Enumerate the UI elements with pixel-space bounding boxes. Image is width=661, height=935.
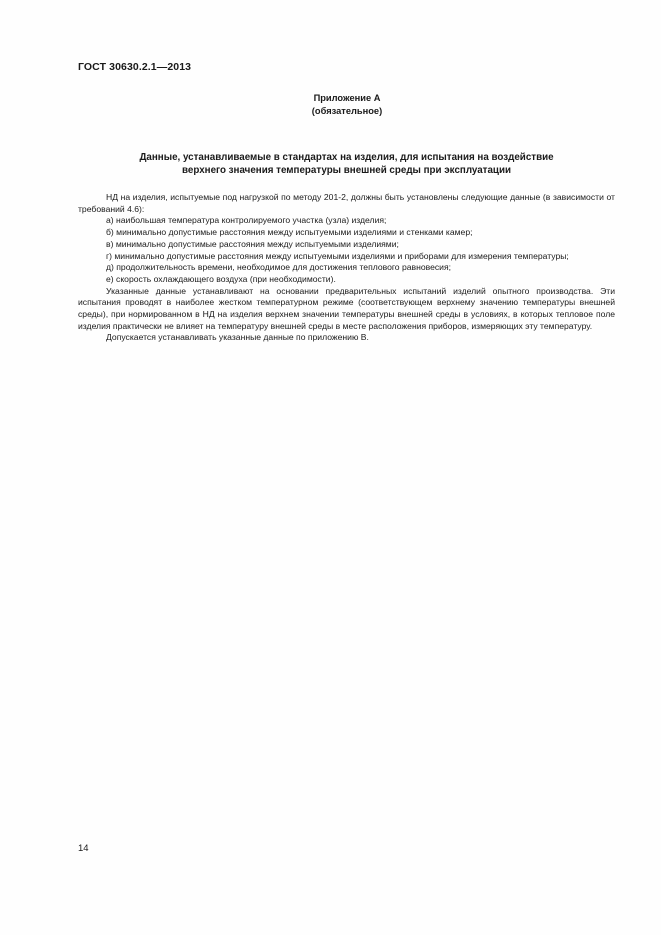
annex-title-line-1: Данные, устанавливаемые в стандартах на изделия, для испытания на воздействие: [139, 152, 554, 163]
list-item-g: г) минимально допустимые расстояния между испытуемыми изделиями и приборами для измерения температуры;: [106, 250, 569, 261]
annex-title: [78, 152, 615, 178]
list-item-d: д) продолжительность времени, необходимое для достижения теплового равновесия;: [106, 262, 452, 273]
list-item-b: б) минимально допустимые расстояния между испытуемыми изделиями и стенками камер;: [106, 227, 473, 238]
paragraph-intro: НД на изделия, испытуемые под нагрузкой по методу 201-2, должны быть установлены следующие данные (в зависимости от требований 4.6):: [78, 192, 615, 214]
list-item-e: е) скорость охлаждающего воздуха (при необходимости).: [106, 273, 336, 284]
annex-heading: [250, 92, 444, 117]
annex-body: [78, 192, 615, 344]
standard-code: ГОСТ 30630.2.1—2013: [78, 61, 192, 73]
page-number: 14: [78, 843, 89, 854]
list-item-a: а) наибольшая температура контролируемого участка (узла) изделия;: [106, 215, 387, 226]
paragraph-basis: Указанные данные устанавливают на основании предварительных испытаний изделий опытного производства. Эти испытания проводят в наиболее жестком температурном режиме (соответствующем верхнему значению температуры внешней среды), при нормированном в НД на изделия верхнем значении температуры внешней среды в условиях, в которых тепловое поле изделия практически не влияет на температуру внешней среды в месте расположения приборов, измеряющих эту температуру.: [78, 285, 615, 331]
annex-label: Приложение А: [313, 93, 381, 103]
list-item-v: в) минимально допустимые расстояния между испытуемыми изделиями;: [106, 238, 399, 249]
annex-status: (обязательное): [311, 105, 383, 116]
paragraph-allowance: Допускается устанавливать указанные данные по приложению В.: [106, 332, 369, 343]
annex-title-line-2: верхнего значения температуры внешней среды при эксплуатации: [182, 164, 511, 176]
